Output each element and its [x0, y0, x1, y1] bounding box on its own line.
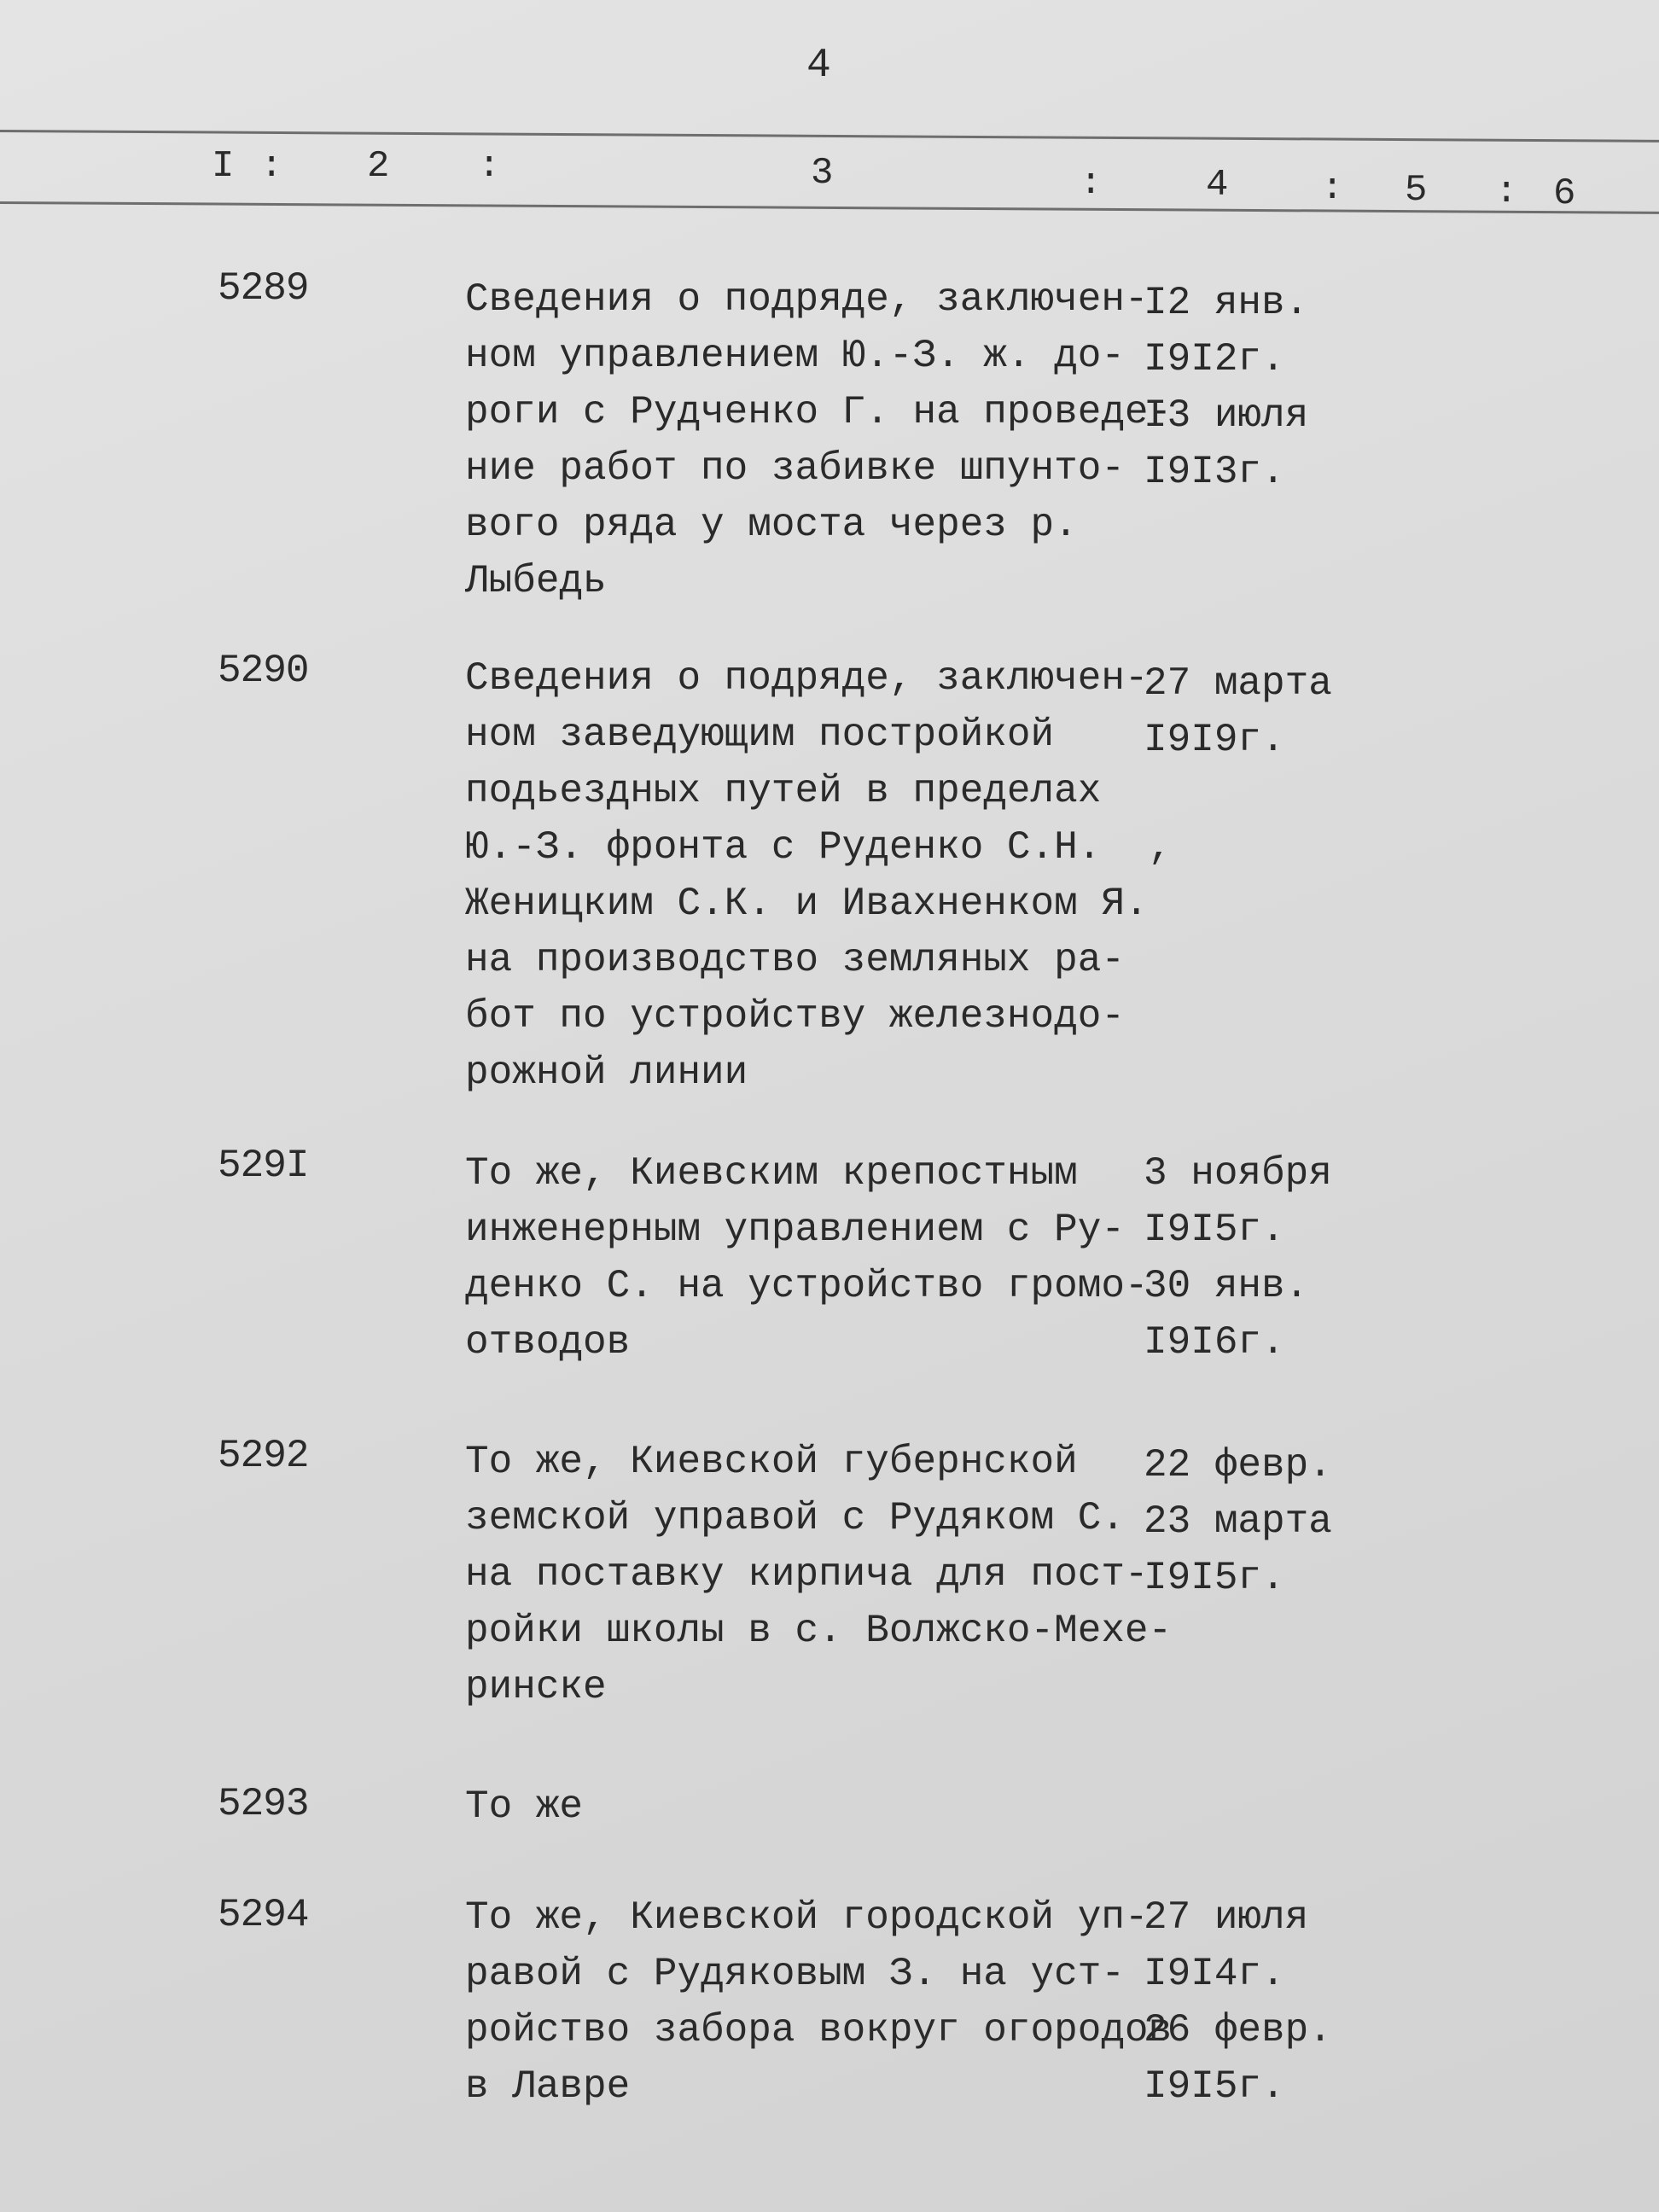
- entry-description: То же: [465, 1784, 584, 1829]
- entry-dates: 27 июля I9I4г. 26 февр. I9I5г.: [1144, 1895, 1332, 2109]
- header-top-rule: [0, 130, 1659, 143]
- column-header-5: 5: [1405, 169, 1428, 212]
- entry-number: 5290: [218, 649, 309, 693]
- column-header-4: 4: [1206, 164, 1229, 207]
- column-separator: :: [478, 145, 501, 188]
- entry-dates: 22 февр. 23 марта I9I5г.: [1144, 1443, 1332, 1600]
- column-header-1: I: [212, 145, 235, 188]
- entry-number: 5292: [218, 1434, 309, 1478]
- column-separator: :: [1080, 162, 1103, 205]
- entry-dates: I2 янв. I9I2г. I3 июля I9I3г.: [1144, 281, 1309, 494]
- column-header-2: 2: [367, 145, 390, 188]
- entry-number: 5294: [218, 1893, 309, 1937]
- column-separator: :: [1495, 171, 1518, 213]
- column-header-6: 6: [1553, 172, 1576, 215]
- entry-number: 5293: [218, 1782, 309, 1826]
- column-separator: :: [1321, 167, 1344, 210]
- entry-dates: 3 ноября I9I5г. 30 янв. I9I6г.: [1144, 1151, 1332, 1365]
- column-separator: :: [260, 145, 283, 188]
- entry-description: То же, Киевским крепостным инженерным управлением с Ру- денко С. на устройство громо- отводов: [465, 1151, 1149, 1365]
- entry-description: То же, Киевской городской уп- равой с Рудяковым З. на уст- ройство забора вокруг огородов в Лавре: [465, 1895, 1173, 2109]
- entry-dates: 27 марта I9I9г.: [1144, 661, 1332, 762]
- entry-description: То же, Киевской губернской земской управой с Рудяком С. на поставку кирпича для пост- ройки школы в с. Волжско-Мехе- ринске: [465, 1440, 1173, 1709]
- entry-description: Сведения о подряде, заключен- ном управлением Ю.-З. ж. до- роги с Рудченко Г. на проведе- ние работ по забивке шпунто- вого ряда у моста через р. Лыбедь: [465, 277, 1173, 603]
- entry-number: 529I: [218, 1144, 309, 1188]
- entry-number: 5289: [218, 266, 309, 311]
- page-number: 4: [806, 43, 831, 89]
- entry-description: Сведения о подряде, заключен- ном заведующим постройкой подьездных путей в пределах Ю.-З. фронта с Руденко С.Н. , Женицким С.К. и Ивахненком Я. на производство земляных ра- бот по устройству железнодо- рожной линии: [465, 656, 1173, 1095]
- column-header-3: 3: [811, 152, 834, 195]
